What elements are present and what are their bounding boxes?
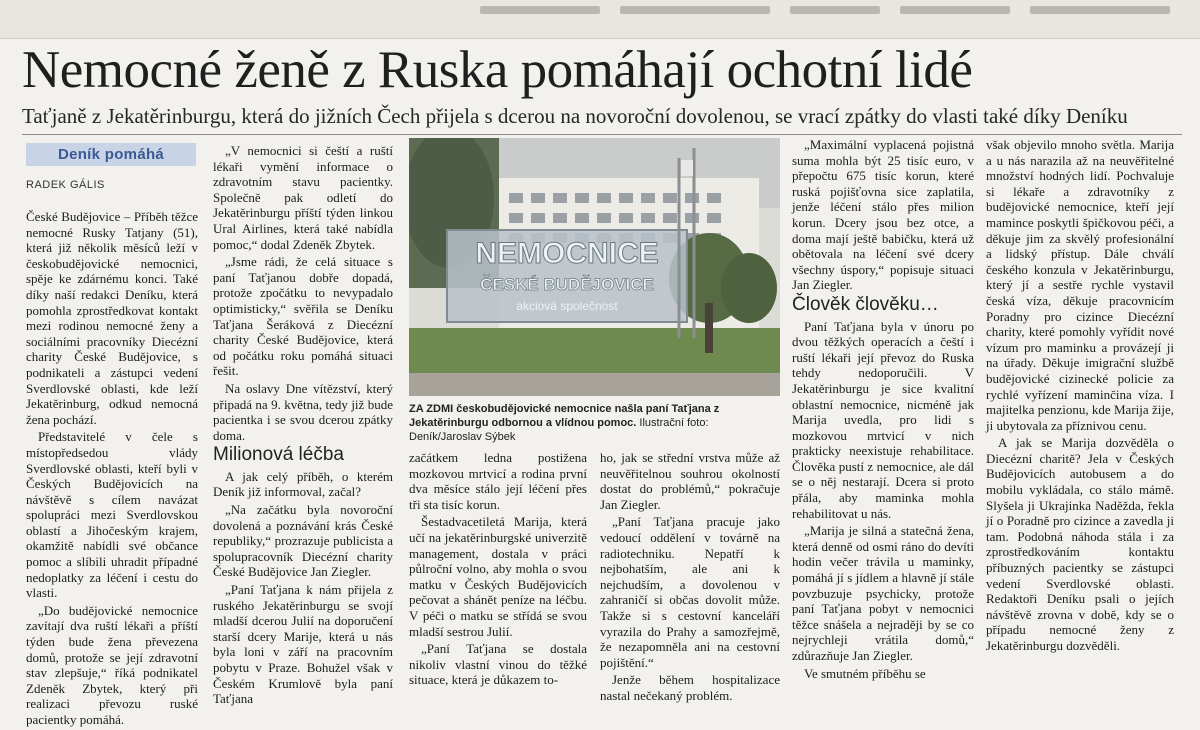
- paragraph: ho, jak se střední vrstva může až neuvěřitelnou souhrou okolností dostat do problémů,“ pokračuje Jan Ziegler.: [600, 450, 780, 512]
- paragraph: začátkem ledna postižena mozkovou mrtvicí a rodina první dva měsíce stálo její léčení přes tři sta tisíc korun.: [409, 450, 587, 512]
- byline: RADEK GÁLIS: [26, 179, 105, 191]
- caption-credit: Ilustrační foto: Deník/Jaroslav Sýbek: [409, 417, 709, 443]
- column-5: [792, 137, 974, 683]
- headline: Nemocné ženě z Ruska pomáhají ochotní lidé: [22, 41, 973, 99]
- column-2: [213, 143, 393, 709]
- paragraph: „Na začátku byla novoroční dovolená a poznávání krás České republiky,“ prozrazuje publicista a spolupracovník Diecézní charity České Budějovice Jan Ziegler.: [213, 502, 393, 580]
- subhead-milionova-lecba: Milionová léčba: [213, 444, 344, 466]
- paragraph: Představitelé v čele s místopředsedou vlády Sverdlovské oblasti, kteří byli v Českých Budějovicích na návštěvě s cílem navázat spolupráci mezi Sverdlovskou oblastí a Jihočeským krajem, okamžitě nabídli své občance pomoc a slíbili uhradit případné nedoplatky za léčení i cestu do vlasti.: [26, 429, 198, 601]
- subhead-clovek-cloveku: Člověk člověku…: [792, 293, 939, 315]
- paragraph: Ve smutném příběhu se: [804, 665, 926, 681]
- paragraph: A jak celý příběh, o kterém Deník již informoval, začal?: [213, 468, 393, 500]
- column-1: [26, 209, 198, 730]
- paragraph: Paní Taťjana byla v únoru po dvou těžkých operacích a čeští i ruští lékaři její převoz do Ruska tehdy nedoporučili. V Jekatěrinburgu je sice kvalitní oblastní nemocnice, nicméně jak Marija uvedla, pro lidi s mozkovou mrtvicí v nich prakticky neexistuje rehabilitace. Člověka pustí z nemocnice, ale dál se o něj nestarají. Dcera si proto přála, aby maminka mohla rehabilitovat u nás.: [792, 318, 974, 521]
- photo-caption: [409, 402, 780, 444]
- paragraph: „Do budějovické nemocnice zavítají dva ruští lékaři a příští týden bude žena převezena domů, protože se její zdravotní stav zlepšuje,“ říká podnikatel Zdeněk Zbytek, který při realizaci převozu ruské pacientky pomáhá.: [26, 602, 198, 727]
- header-divider: [22, 134, 1182, 135]
- hospital-illustration: [409, 138, 780, 396]
- paragraph: „Jsme rádi, že celá situace s paní Taťjanou dobře dopadá, protože zpočátku to nevypadalo optimisticky,“ svěřila se Deníku Taťjana Šeráková z Diecézní charity České Budějovice, která od počátku roku pomáhá situaci řešit.: [213, 254, 393, 379]
- column-6: [986, 137, 1174, 656]
- paragraph: „Maximální vyplacená pojistná suma mohla být 25 tisíc euro, v přepočtu 675 tisíc korun, které ruská pojišťovna sice zaplatila, jenže léčení stálo přes milion korun. Dcery jsou bez otce, a doma mají ještě babičku, která už obětovala na léčení své dcery všechny úspory,“ popisuje situaci Jan Ziegler.: [792, 137, 974, 293]
- caption-text: ZA ZDMI českobudějovické nemocnice našla paní Taťjana z Jekatěrinburgu odbornou a vlídnou pomoc.: [409, 403, 720, 429]
- subheadline: Taťjaně z Jekatěrinburgu, která do jižních Čech přijela s dcerou na novoroční dovolenou, se vrací zpátky do vlasti také díky Deníku: [22, 104, 1128, 128]
- rubric-badge: Deník pomáhá: [26, 143, 196, 166]
- paragraph: Na oslavy Dne vítězství, který připadá na 9. května, tedy již bude pacientka i se svou dcerou zpátky doma.: [213, 380, 393, 443]
- paragraph: Jenže během hospitalizace nastal nečekaný problém.: [600, 672, 780, 703]
- paragraph: Šestadvacetiletá Marija, která učí na jekatěrinburgské univerzitě management, dostala v práci půlroční volno, aby mohla o svou matku v Českých Budějovicích pečovat a shánět peníze na léčbu. V péči o matku se střídá se svou mladší sestrou Julií.: [409, 514, 587, 639]
- paragraph: „Paní Taťjana se dostala nikoliv vlastní vinou do těžké situace, která je důkazem to-: [409, 641, 587, 688]
- paragraph: „Paní Taťjana k nám přijela z ruského Jekatěrinburgu se svojí mladší dcerou Julií na doporučení starší dcery Marije, která u nás byla loni v září na pracovním pobytu v Praze. Bohužel však v Českém Krumlově byla paní Taťjana: [213, 582, 393, 707]
- paragraph: „Paní Taťjana pracuje jako vedoucí oddělení v továrně na radiotechniku. Nepatří k nejbohatším, ale ani k nejchudším, a dovolenou v zahraničí si občas dovolit může. Takže si s cestovní kanceláří vyrazila do Prahy a samozřejmě, že nezapomněla ani na cestovní pojištění.“: [600, 514, 780, 670]
- sign-line-2: ČESKÉ BUDĚJOVICE: [480, 275, 654, 294]
- paragraph: A jak se Marija dozvěděla o Diecézní charitě? Jela v Českých Budějovicích autobusem a do mobilu vykládala, co stálo mámě. Slyšela ji Ukrajinka Naděžda, řekla jí o Poradně pro cizince a zavedla ji tam. Podobná náhoda stála i za zprostředkováním kontaktu příbuzných pacientky se zástupci vedení Sverdlovské oblasti. Redaktoři Deníku psali o jejích návštěvě zrovna v době, kdy se o případu nemocné ženy z Jekatěrinburgu dozvěděli.: [986, 435, 1174, 653]
- sign-line-3: akciová společnost: [516, 299, 618, 313]
- sign-line-1: NEMOCNICE: [475, 237, 659, 270]
- hospital-photo: [409, 138, 780, 396]
- paragraph: však objevilo mnoho světla. Marija a u nás narazila až na neuvěřitelné množství hodných lidí. Pochvaluje si lékaře a zdravotníky z budějovické nemocnice, kteří její mamince poskytli špičkovou péči, a děkuje jim za skvělý profesionální a lidský přístup. Dále chválí českého konzula v Jekatěrinburgu, který jí a sestře rychle vystavil česká víza, děkuje pracovnicím Poradny pro cizince Diecézní charity, které pomohly vyřídit nové vízum pro maminku a provázejí ji na úřady. Děkuje imigrační službě budějovické cizinecké policie za rychlé vyřízení maminčina víza. I majitelka penzionu, kde Marija žije, ji ubytovala za příznivou cenu.: [986, 137, 1174, 433]
- clipped-top-strip: [0, 0, 1200, 39]
- paragraph: „V nemocnici si čeští a ruští lékaři vymění informace o zdravotním stavu pacientky. Společně pak odletí do Jekatěrinburgu příští týden linkou Ural Airlines, která také nabídla pomoc,“ dodal Zdeněk Zbytek.: [213, 143, 393, 252]
- paragraph: „Marija je silná a statečná žena, která denně od osmi ráno do devíti hodin večer trávila u maminky, pomáhá jí s jídlem a hlavně jí stále povzbuzuje psychicky, protože paní Taťjana pobyt v nemocnici těžce snášela a nejraději by se co nejrychleji vrátila domů,“ zdůrazňuje Jan Ziegler.: [792, 523, 974, 663]
- column-3: [409, 450, 587, 690]
- column-4: [600, 450, 780, 706]
- paragraph: České Budějovice – Příběh těžce nemocné Rusky Tatjany (51), která již několik měsíců leží v českobudějovické nemocnici, spěje ke zdárnému konci. Také díky naší redakci Deníku, která pomohla zprostředkovat kontakt mezi rodinou nemocné ženy a sociálními pracovníky Diecézní charity České Budějovice, s podnikateli a zástupci vedení Sverdlovské oblasti, kde leží Jekatěrinburg, odkud nemocná žena pochází.: [26, 209, 198, 427]
